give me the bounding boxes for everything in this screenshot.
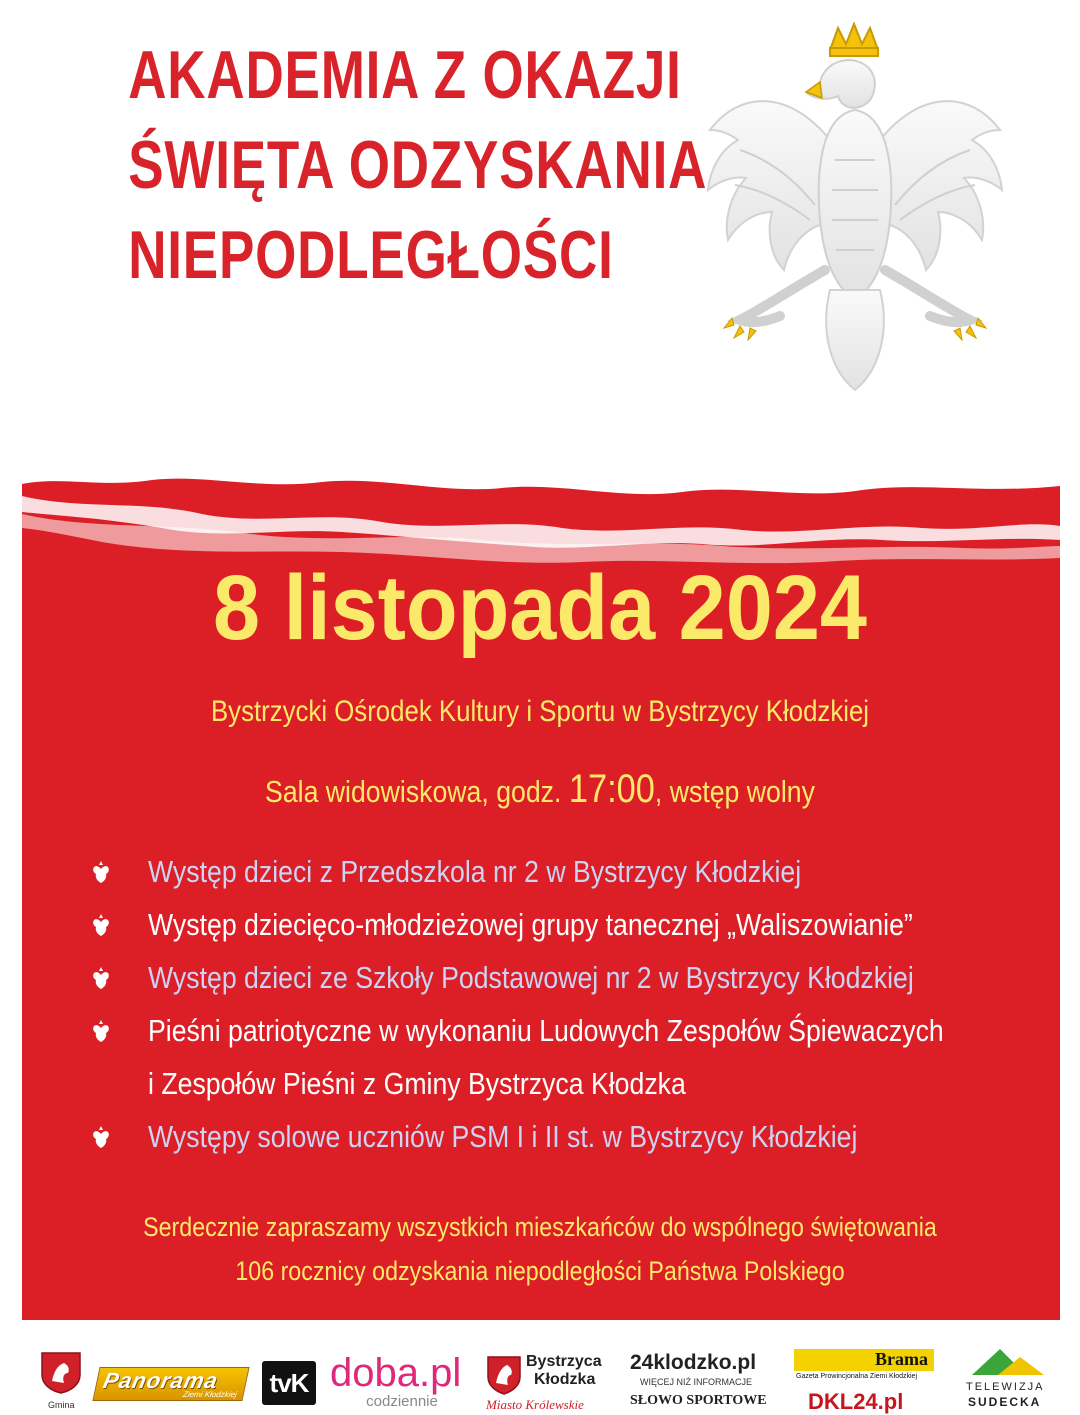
bystrzyca-crest-icon	[486, 1355, 522, 1395]
doba-logo	[330, 1351, 474, 1415]
program-list	[88, 845, 988, 1163]
gmina-label: Gmina	[48, 1400, 75, 1410]
invitation-line-2: 106 rocznicy odzyskania niepodległości Państwa Polskiego	[235, 1256, 845, 1286]
event-time: 17:00	[568, 767, 655, 811]
eagle-bullet-icon	[88, 1124, 114, 1150]
list-item	[88, 1110, 988, 1163]
eagle-bullet-icon	[88, 859, 114, 885]
doba-text: doba.pl	[330, 1351, 462, 1395]
eagle-bullet-icon	[88, 1018, 114, 1044]
panorama-text: Panorama	[101, 1368, 221, 1393]
list-item	[88, 951, 988, 1004]
list-item	[88, 1004, 988, 1110]
white-eagle-emblem-icon	[680, 20, 1030, 400]
gmina-crest-icon	[38, 1351, 84, 1395]
tvk-text: tvK	[269, 1367, 309, 1398]
hall-suffix: , wstęp wolny	[654, 774, 815, 809]
brama-subtext: Gazeta Prowincjonalna Ziemi Kłodzkiej	[796, 1373, 917, 1380]
event-venue: Bystrzycki Ośrodek Kultury i Sportu w Bystrzycy Kłodzkiej	[210, 695, 870, 728]
bystrzyca-text-2: Kłodzka	[534, 1371, 596, 1388]
dkl24-text: DKL24.pl	[808, 1389, 904, 1414]
eagle-bullet-icon	[88, 965, 114, 991]
poster-title	[60, 30, 708, 300]
bystrzyca-text-1: Bystrzyca	[526, 1353, 602, 1370]
sponsors-bar	[0, 1335, 1080, 1415]
program-item-text: Występ dziecięco-młodzieżowej grupy tanecznej „Waliszowianie”	[148, 907, 913, 942]
program-item-text-continued: i Zespołów Pieśni z Gminy Bystrzyca Kłodzka	[148, 1066, 686, 1101]
program-item-text: Występy solowe uczniów PSM I i II st. w Bystrzycy Kłodzkiej	[148, 1119, 858, 1154]
tvk-logo	[262, 1361, 316, 1405]
brama-logo	[794, 1349, 934, 1415]
panorama-subtext: Ziemi Kłodzkiej	[182, 1390, 238, 1399]
brama-text: Brama	[875, 1349, 928, 1369]
tv-sudecka-text-2: SUDECKA	[968, 1395, 1042, 1409]
24klodzko-logo	[630, 1351, 776, 1415]
invitation-line-1: Serdecznie zapraszamy wszystkich mieszkańców do wspólnego świętowania	[143, 1212, 937, 1242]
24klodzko-subtext: WIĘCEJ NIŻ INFORMACJE	[640, 1377, 752, 1387]
event-hall-time	[76, 767, 1005, 814]
bystrzyca-logo	[486, 1351, 616, 1415]
invitation-text	[0, 1205, 1080, 1293]
program-item-text: Pieśni patriotyczne w wykonaniu Ludowych Zespołów Śpiewaczych	[148, 1013, 944, 1048]
slowo-sportowe-text: SŁOWO SPORTOWE	[630, 1393, 767, 1408]
list-item	[88, 845, 988, 898]
list-item	[88, 898, 988, 951]
title-line-3: NIEPODLEGŁOŚCI	[128, 217, 614, 293]
program-item-text: Występ dzieci z Przedszkola nr 2 w Bystrzycy Kłodzkiej	[148, 854, 802, 889]
title-line-2: ŚWIĘTA ODZYSKANIA	[128, 127, 708, 203]
bystrzyca-text-3: Miasto Królewskie	[486, 1397, 584, 1412]
program-item-text: Występ dzieci ze Szkoły Podstawowej nr 2 w Bystrzycy Kłodzkiej	[148, 960, 914, 995]
mountain-icon	[968, 1345, 1048, 1377]
doba-subtext: codziennie	[366, 1393, 438, 1410]
telewizja-sudecka-logo	[958, 1345, 1058, 1415]
gmina-logo	[38, 1351, 88, 1413]
event-date: 8 listopada 2024	[213, 557, 867, 659]
24klodzko-text: 24klodzko.pl	[630, 1351, 757, 1374]
panorama-logo	[92, 1367, 249, 1401]
eagle-bullet-icon	[88, 912, 114, 938]
tv-sudecka-text-1: TELEWIZJA	[966, 1381, 1045, 1393]
hall-prefix: Sala widowiskowa, godz.	[265, 774, 569, 809]
title-line-1: AKADEMIA Z OKAZJI	[128, 37, 682, 113]
